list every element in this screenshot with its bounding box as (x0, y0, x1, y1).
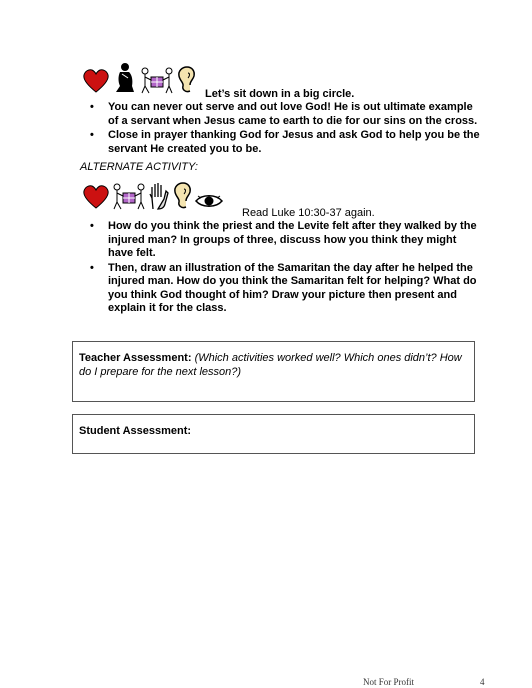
teacher-assessment-box[interactable] (72, 341, 475, 402)
list-item: • How do you think the priest and the Levite felt after they walked by the injured man? In groups of three, discuss how you think they might have felt. (82, 220, 482, 261)
read-luke-text: Read Luke 10:30-37 again. (242, 207, 375, 219)
ear-icon (172, 182, 192, 210)
alternate-activity-heading: ALTERNATE ACTIVITY: (80, 161, 198, 173)
page-number: 4 (480, 677, 485, 687)
gift-giving-icon (140, 66, 174, 94)
footer-note: Not For Profit (363, 677, 415, 687)
student-assessment-label: Student Assessment: (79, 425, 192, 437)
section1-bullet-list (82, 101, 482, 157)
eye-icon (194, 192, 224, 210)
ear-icon (176, 66, 196, 94)
gift-giving-icon (112, 182, 146, 210)
hand-icon (148, 182, 170, 210)
icon-row-1 (82, 62, 196, 94)
heart-icon (82, 184, 110, 210)
kneeling-person-icon (112, 62, 138, 94)
icon-row-2 (82, 182, 224, 210)
intro-text: Let’s sit down in a big circle. (205, 88, 355, 100)
list-item: • Then, draw an illustration of the Samaritan the day after he helped the injured man. How do you think the Samaritan felt for helping? What do you think God thought of him? Draw your picture then present and explain it for the class. (82, 262, 482, 316)
teacher-assessment-prompt: (Which activities worked well? Which ones didn’t? How do I prepare for the next lesson?) (79, 352, 462, 378)
list-item: • Close in prayer thanking God for Jesus and ask God to help you be the servant He created you to be. (82, 129, 482, 156)
heart-icon (82, 68, 110, 94)
student-assessment-box[interactable] (72, 414, 475, 454)
teacher-assessment-label: Teacher Assessment: (79, 352, 192, 364)
list-item: • You can never out serve and out love God! He is out ultimate example of a servant when Jesus came to earth to die for our sins on the cross. (82, 101, 482, 128)
alternate-bullet-list (82, 220, 482, 317)
